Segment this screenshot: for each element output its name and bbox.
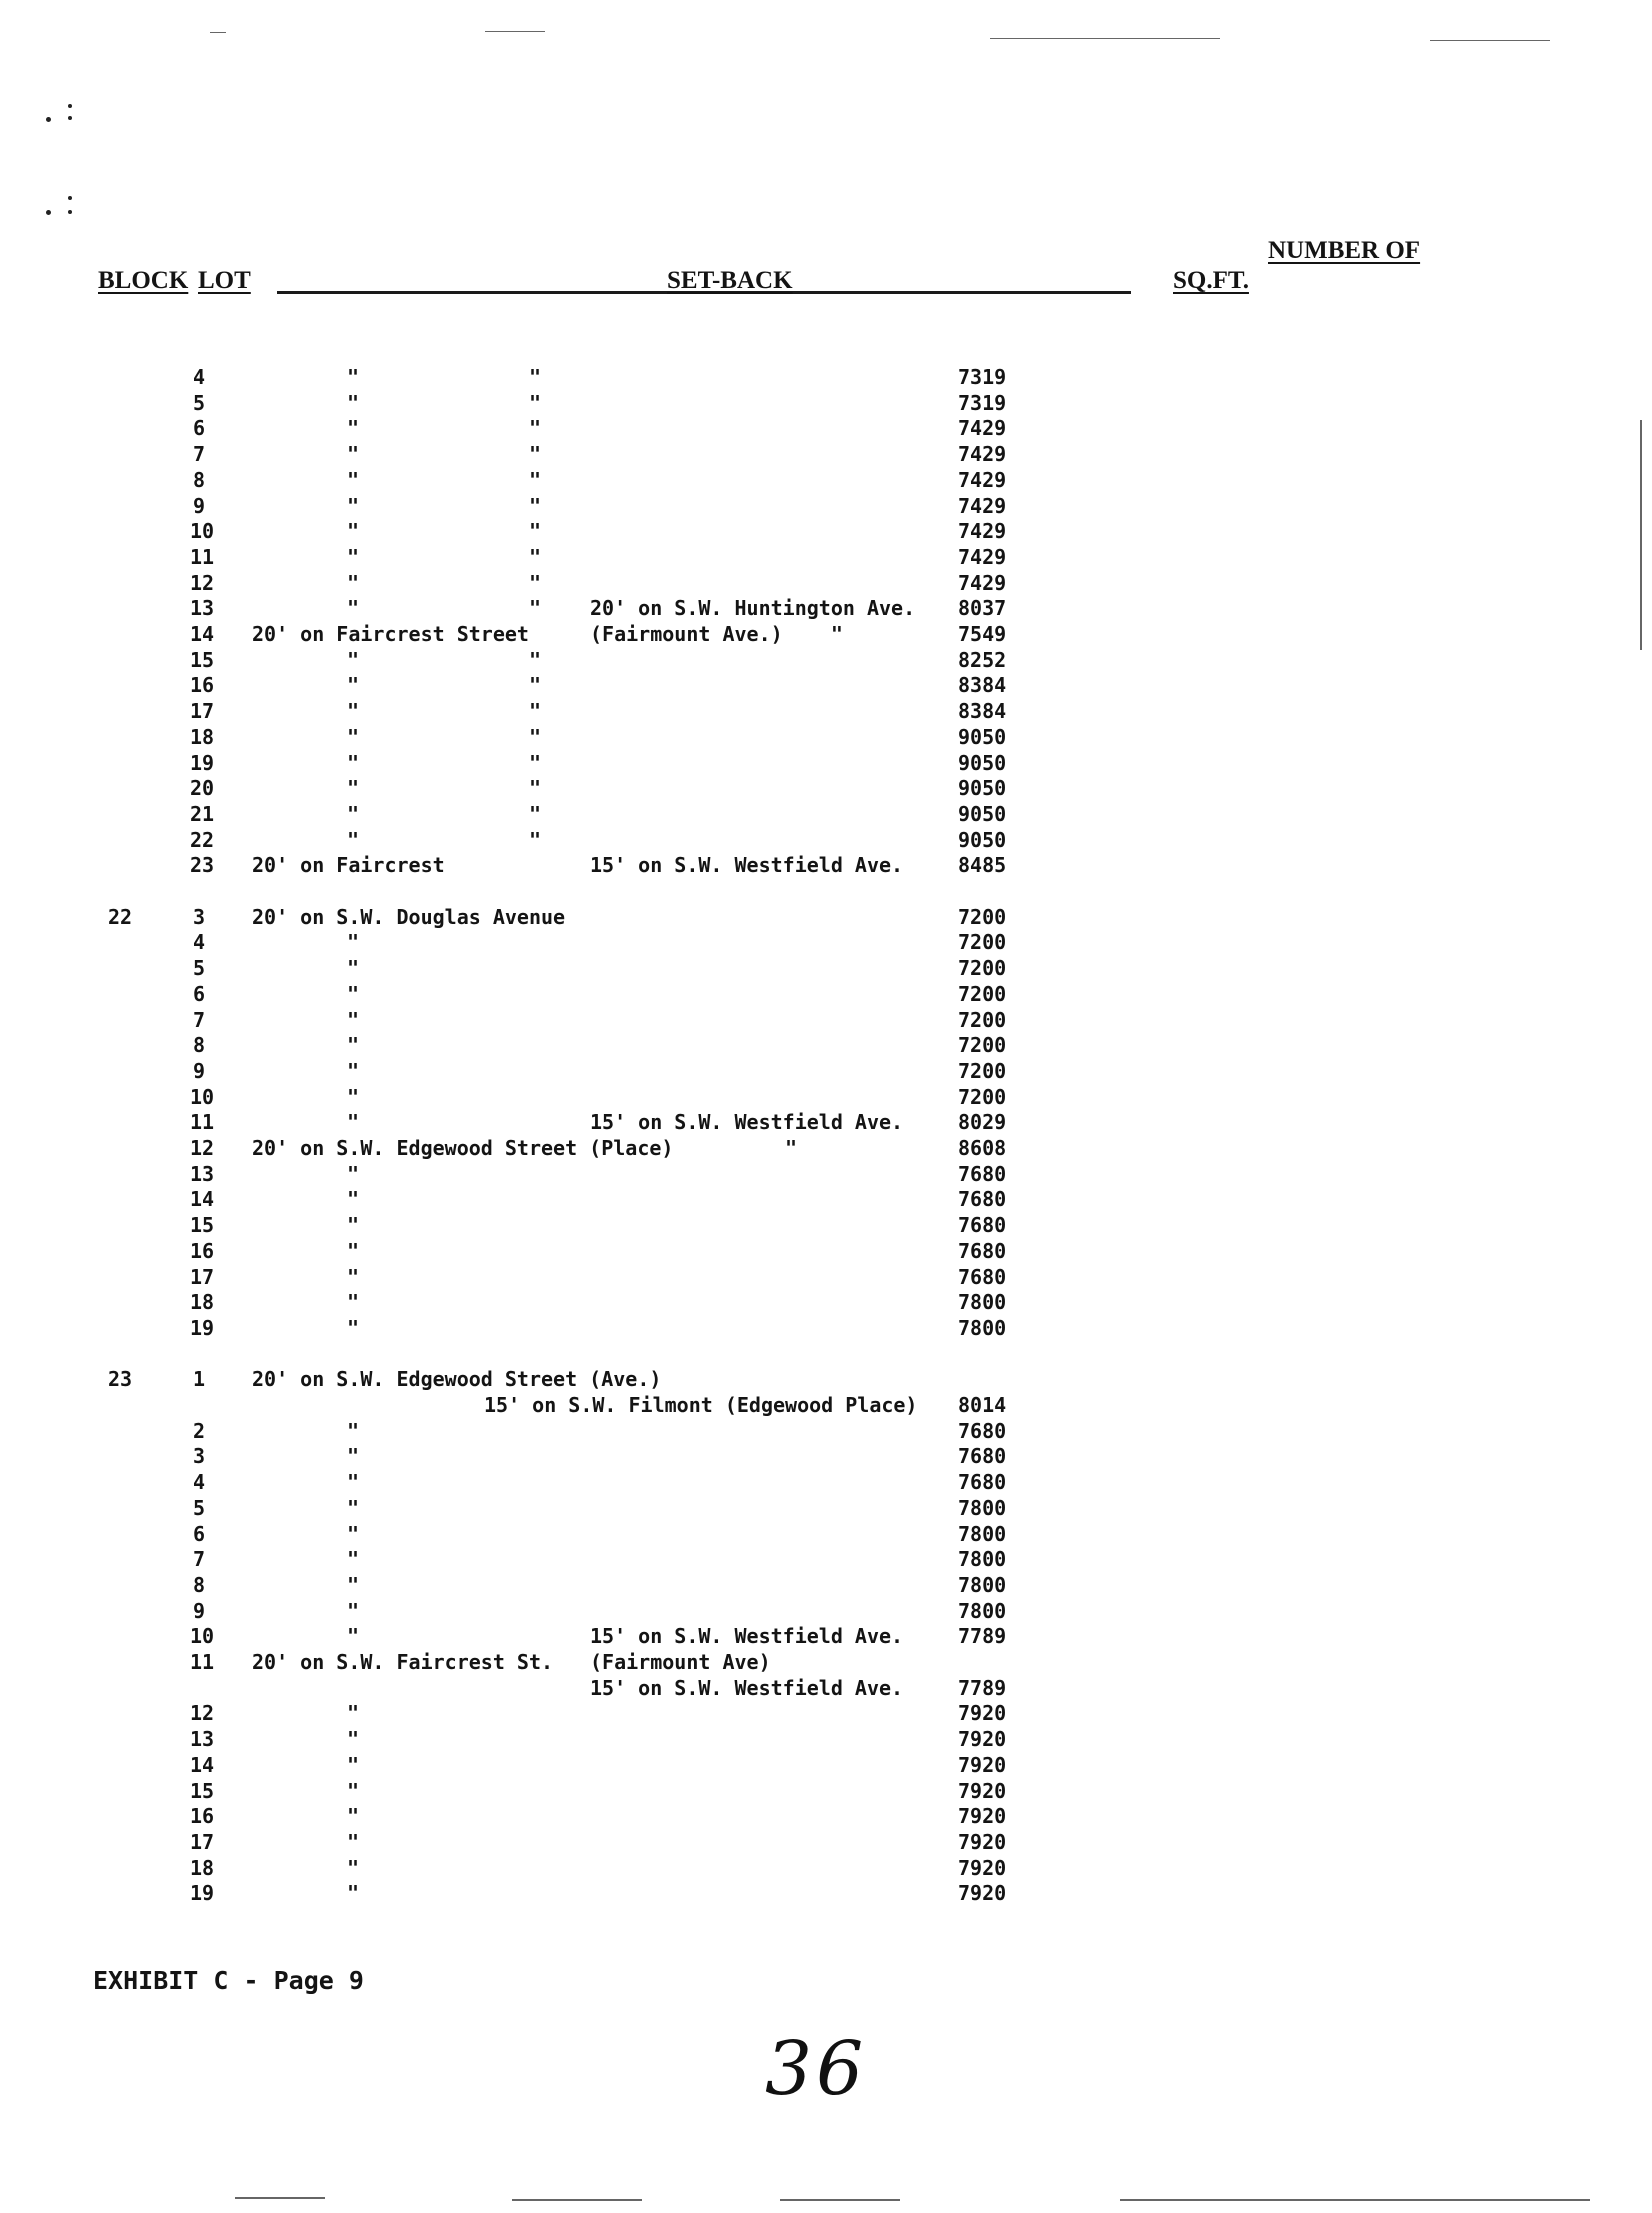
lot-number: 8 — [193, 467, 206, 492]
sq-ft-value: 9050 — [958, 724, 1007, 749]
sq-ft-value: 9050 — [958, 776, 1007, 801]
sq-ft-value: 7800 — [958, 1521, 1007, 1546]
sq-ft-value: 7920 — [958, 1804, 1007, 1829]
lot-number: 8 — [193, 1033, 206, 1058]
ditto-mark: " — [347, 1881, 360, 1906]
sq-ft-value: 7789 — [958, 1675, 1007, 1700]
ditto-mark: " — [347, 1110, 360, 1135]
header-setback: SET-BACK — [667, 267, 793, 294]
lot-number: 3 — [193, 904, 206, 929]
lot-number: 9 — [193, 1058, 206, 1083]
lot-number: 4 — [193, 365, 206, 389]
sq-ft-value: 8485 — [958, 853, 1007, 878]
ditto-mark: " — [529, 416, 542, 441]
ditto-mark: " — [347, 1084, 360, 1109]
setback-primary: 20' on S.W. Edgewood Street (Ave.) — [252, 1367, 662, 1392]
lot-number: 14 — [190, 622, 215, 646]
ditto-mark: " — [347, 467, 360, 492]
ditto-mark: " — [347, 724, 360, 749]
lot-number: 5 — [193, 390, 206, 415]
sq-ft-value: 8608 — [958, 1136, 1007, 1160]
sq-ft-value: 7429 — [958, 416, 1007, 441]
sq-ft-value: 7429 — [958, 544, 1007, 569]
sq-ft-value: 7920 — [958, 1881, 1007, 1906]
lot-number: 4 — [193, 1470, 206, 1495]
lot-number: 11 — [190, 544, 215, 569]
ditto-mark: " — [347, 930, 360, 955]
scan-mark — [1430, 40, 1550, 41]
lot-number: 15 — [190, 647, 215, 672]
sq-ft-value: 8014 — [958, 1393, 1007, 1417]
ditto-mark: " — [347, 570, 360, 595]
ditto-mark: " — [347, 1727, 360, 1752]
scan-mark — [1120, 2199, 1590, 2201]
lot-number: 11 — [190, 1650, 215, 1674]
lot-number: 12 — [190, 1701, 215, 1726]
ditto-mark: " — [347, 1752, 360, 1777]
ditto-mark: " — [347, 1624, 360, 1649]
sq-ft-value: 7680 — [958, 1161, 1007, 1186]
sq-ft-value: 8037 — [958, 596, 1007, 621]
sq-ft-value: 8384 — [958, 699, 1007, 724]
ditto-mark: " — [529, 801, 542, 826]
sq-ft-value: 7680 — [958, 1418, 1007, 1443]
lot-number: 5 — [193, 1495, 206, 1520]
lot-number: 17 — [190, 699, 215, 724]
ditto-mark: " — [347, 1495, 360, 1520]
ditto-mark: " — [347, 1315, 360, 1340]
ditto-mark: " — [347, 1444, 360, 1469]
sq-ft-value: 7680 — [958, 1238, 1007, 1263]
ditto-mark: " — [529, 493, 542, 518]
header-lot: LOT — [198, 267, 251, 294]
lot-number: 11 — [190, 1110, 215, 1135]
lot-number: 17 — [190, 1829, 215, 1854]
lot-number: 18 — [190, 724, 215, 749]
scan-dot — [68, 116, 72, 120]
scan-mark — [512, 2199, 642, 2201]
setback-secondary: (Fairmount Ave) — [590, 1650, 771, 1674]
sq-ft-value: 7200 — [958, 1007, 1007, 1032]
lot-number: 10 — [190, 519, 215, 544]
ditto-mark: " — [347, 1290, 360, 1315]
sq-ft-value: 9050 — [958, 827, 1007, 852]
ditto-mark: " — [347, 493, 360, 518]
header-number-of: NUMBER OF — [1268, 237, 1421, 264]
ditto-mark: " — [529, 365, 542, 389]
sq-ft-value: 7800 — [958, 1290, 1007, 1315]
ditto-mark: " — [347, 1238, 360, 1263]
ditto-mark: " — [347, 801, 360, 826]
sq-ft-value: 7319 — [958, 390, 1007, 415]
lot-number: 23 — [190, 853, 215, 878]
sq-ft-value: 8029 — [958, 1110, 1007, 1135]
sq-ft-value: 7429 — [958, 467, 1007, 492]
ditto-mark: " — [529, 442, 542, 467]
ditto-mark: " — [347, 1701, 360, 1726]
ditto-mark: " — [347, 596, 360, 621]
sq-ft-value: 7680 — [958, 1187, 1007, 1212]
lot-number: 2 — [193, 1418, 206, 1443]
sq-ft-value: 7200 — [958, 930, 1007, 955]
ditto-mark: " — [347, 1418, 360, 1443]
sq-ft-value: 7200 — [958, 981, 1007, 1006]
lot-number: 14 — [190, 1752, 215, 1777]
ditto-mark: " — [347, 1804, 360, 1829]
sq-ft-value: 7200 — [958, 904, 1007, 929]
ditto-mark: " — [347, 827, 360, 852]
lot-number: 18 — [190, 1855, 215, 1880]
ditto-mark: " — [529, 596, 542, 621]
sq-ft-value: 7549 — [958, 622, 1007, 646]
lot-number: 17 — [190, 1264, 215, 1289]
lot-number: 7 — [193, 442, 206, 467]
scan-dot — [46, 210, 51, 215]
lot-number: 13 — [190, 1727, 215, 1752]
ditto-mark: " — [529, 724, 542, 749]
sq-ft-value: 7429 — [958, 519, 1007, 544]
setback-secondary: 15' on S.W. Westfield Ave. — [590, 853, 904, 878]
ditto-mark: " — [347, 390, 360, 415]
setback-secondary: 15' on S.W. Westfield Ave. — [590, 1624, 904, 1649]
sq-ft-value: 9050 — [958, 750, 1007, 775]
ditto-mark: " — [785, 1136, 798, 1160]
scan-dot — [68, 104, 72, 108]
sq-ft-value: 7429 — [958, 493, 1007, 518]
scan-mark — [780, 2199, 900, 2201]
block-number: 23 — [108, 1367, 133, 1392]
sq-ft-value: 7200 — [958, 956, 1007, 981]
ditto-mark: " — [347, 981, 360, 1006]
ditto-mark: " — [529, 776, 542, 801]
scan-mark — [210, 32, 226, 33]
ditto-mark: " — [347, 1598, 360, 1623]
ditto-mark: " — [347, 1855, 360, 1880]
lot-number: 14 — [190, 1187, 215, 1212]
ditto-mark: " — [347, 1829, 360, 1854]
ditto-mark: " — [529, 519, 542, 544]
ditto-mark: " — [529, 390, 542, 415]
sq-ft-value: 7429 — [958, 442, 1007, 467]
scan-dot — [68, 210, 72, 214]
setback-primary: 20' on S.W. Douglas Avenue — [252, 904, 566, 929]
scan-mark — [1640, 420, 1642, 650]
ditto-mark: " — [347, 673, 360, 698]
sq-ft-value: 7920 — [958, 1701, 1007, 1726]
setback-primary: 20' on S.W. Edgewood Street (Place) — [252, 1136, 674, 1160]
lot-number: 10 — [190, 1084, 215, 1109]
lot-number: 12 — [190, 1136, 215, 1160]
scan-mark — [485, 31, 545, 32]
lot-number: 19 — [190, 1315, 215, 1340]
lot-number: 1 — [193, 1367, 206, 1392]
scan-dot — [46, 117, 51, 122]
lot-number: 19 — [190, 750, 215, 775]
ditto-mark: " — [347, 442, 360, 467]
lot-number: 12 — [190, 570, 215, 595]
setback-primary: 20' on S.W. Faircrest St. — [252, 1650, 554, 1674]
ditto-mark: " — [347, 1007, 360, 1032]
setback-primary: 20' on Faircrest — [252, 853, 445, 878]
lot-number: 6 — [193, 416, 206, 441]
ditto-mark: " — [529, 750, 542, 775]
sq-ft-value: 7429 — [958, 570, 1007, 595]
lot-number: 4 — [193, 930, 206, 955]
ditto-mark: " — [529, 673, 542, 698]
header-sq-ft: SQ.FT. — [1173, 267, 1249, 294]
sq-ft-value: 8384 — [958, 673, 1007, 698]
setback-secondary: 15' on S.W. Westfield Ave. — [590, 1110, 904, 1135]
sq-ft-value: 8252 — [958, 647, 1007, 672]
ditto-mark: " — [347, 647, 360, 672]
sq-ft-value: 7800 — [958, 1315, 1007, 1340]
scan-mark — [235, 2197, 325, 2199]
ditto-mark: " — [347, 1033, 360, 1058]
sq-ft-value: 7680 — [958, 1213, 1007, 1238]
ditto-mark: " — [347, 956, 360, 981]
sq-ft-value: 7789 — [958, 1624, 1007, 1649]
lot-number: 13 — [190, 596, 215, 621]
sq-ft-value: 7680 — [958, 1264, 1007, 1289]
lot-number: 5 — [193, 956, 206, 981]
ditto-mark: " — [347, 365, 360, 389]
ditto-mark: " — [347, 544, 360, 569]
lot-number: 20 — [190, 776, 215, 801]
setback-secondary: 15' on S.W. Filmont (Edgewood Place) — [484, 1393, 918, 1417]
ditto-mark: " — [529, 827, 542, 852]
sq-ft-value: 7680 — [958, 1470, 1007, 1495]
sq-ft-value: 7920 — [958, 1829, 1007, 1854]
sq-ft-value: 9050 — [958, 801, 1007, 826]
handwritten-page-number: 36 — [765, 2026, 868, 2112]
ditto-mark: " — [347, 1187, 360, 1212]
lot-number: 16 — [190, 1804, 215, 1829]
sq-ft-value: 7920 — [958, 1778, 1007, 1803]
lot-number: 7 — [193, 1007, 206, 1032]
ditto-mark: " — [347, 1058, 360, 1083]
lot-number: 16 — [190, 673, 215, 698]
setback-secondary: 20' on S.W. Huntington Ave. — [590, 596, 916, 621]
ditto-mark: " — [347, 1470, 360, 1495]
ditto-mark: " — [529, 647, 542, 672]
sq-ft-value: 7920 — [958, 1727, 1007, 1752]
sq-ft-value: 7800 — [958, 1495, 1007, 1520]
ditto-mark: " — [529, 544, 542, 569]
lot-number: 22 — [190, 827, 215, 852]
lot-number: 10 — [190, 1624, 215, 1649]
lot-number: 15 — [190, 1213, 215, 1238]
lot-number: 3 — [193, 1444, 206, 1469]
sq-ft-value: 7800 — [958, 1598, 1007, 1623]
ditto-mark: " — [347, 750, 360, 775]
lot-number: 16 — [190, 1238, 215, 1263]
sq-ft-value: 7319 — [958, 365, 1007, 389]
ditto-mark: " — [347, 519, 360, 544]
sq-ft-value: 7680 — [958, 1444, 1007, 1469]
ditto-mark: " — [347, 699, 360, 724]
sq-ft-value: 7920 — [958, 1752, 1007, 1777]
ditto-mark: " — [347, 1521, 360, 1546]
lot-number: 7 — [193, 1547, 206, 1572]
lot-number: 6 — [193, 1521, 206, 1546]
ditto-mark: " — [347, 1161, 360, 1186]
lot-number: 6 — [193, 981, 206, 1006]
ditto-mark: " — [529, 699, 542, 724]
ditto-mark: " — [347, 416, 360, 441]
lot-number: 9 — [193, 493, 206, 518]
scan-mark — [990, 38, 1220, 39]
header-block: BLOCK — [98, 267, 189, 294]
setback-secondary: 15' on S.W. Westfield Ave. — [590, 1675, 904, 1700]
lot-number: 21 — [190, 801, 215, 826]
ditto-mark: " — [347, 1213, 360, 1238]
block-number: 22 — [108, 904, 133, 929]
ditto-mark: " — [529, 467, 542, 492]
sq-ft-value: 7200 — [958, 1033, 1007, 1058]
ditto-mark: " — [347, 1264, 360, 1289]
ditto-mark: " — [347, 1547, 360, 1572]
lot-number: 9 — [193, 1598, 206, 1623]
setback-primary: 20' on Faircrest Street — [252, 622, 529, 646]
ditto-mark: " — [347, 1572, 360, 1597]
lot-number: 13 — [190, 1161, 215, 1186]
ditto-mark: " — [529, 570, 542, 595]
lot-number: 8 — [193, 1572, 206, 1597]
sq-ft-value: 7200 — [958, 1058, 1007, 1083]
setback-secondary: (Fairmount Ave.) " — [590, 622, 843, 646]
sq-ft-value: 7800 — [958, 1547, 1007, 1572]
sq-ft-value: 7920 — [958, 1855, 1007, 1880]
lot-number: 19 — [190, 1881, 215, 1906]
ditto-mark: " — [347, 1778, 360, 1803]
sq-ft-value: 7200 — [958, 1084, 1007, 1109]
lot-number: 18 — [190, 1290, 215, 1315]
ditto-mark: " — [347, 776, 360, 801]
sq-ft-value: 7800 — [958, 1572, 1007, 1597]
exhibit-label: EXHIBIT C - Page 9 — [93, 1966, 364, 1995]
scan-dot — [68, 196, 72, 200]
lot-number: 15 — [190, 1778, 215, 1803]
